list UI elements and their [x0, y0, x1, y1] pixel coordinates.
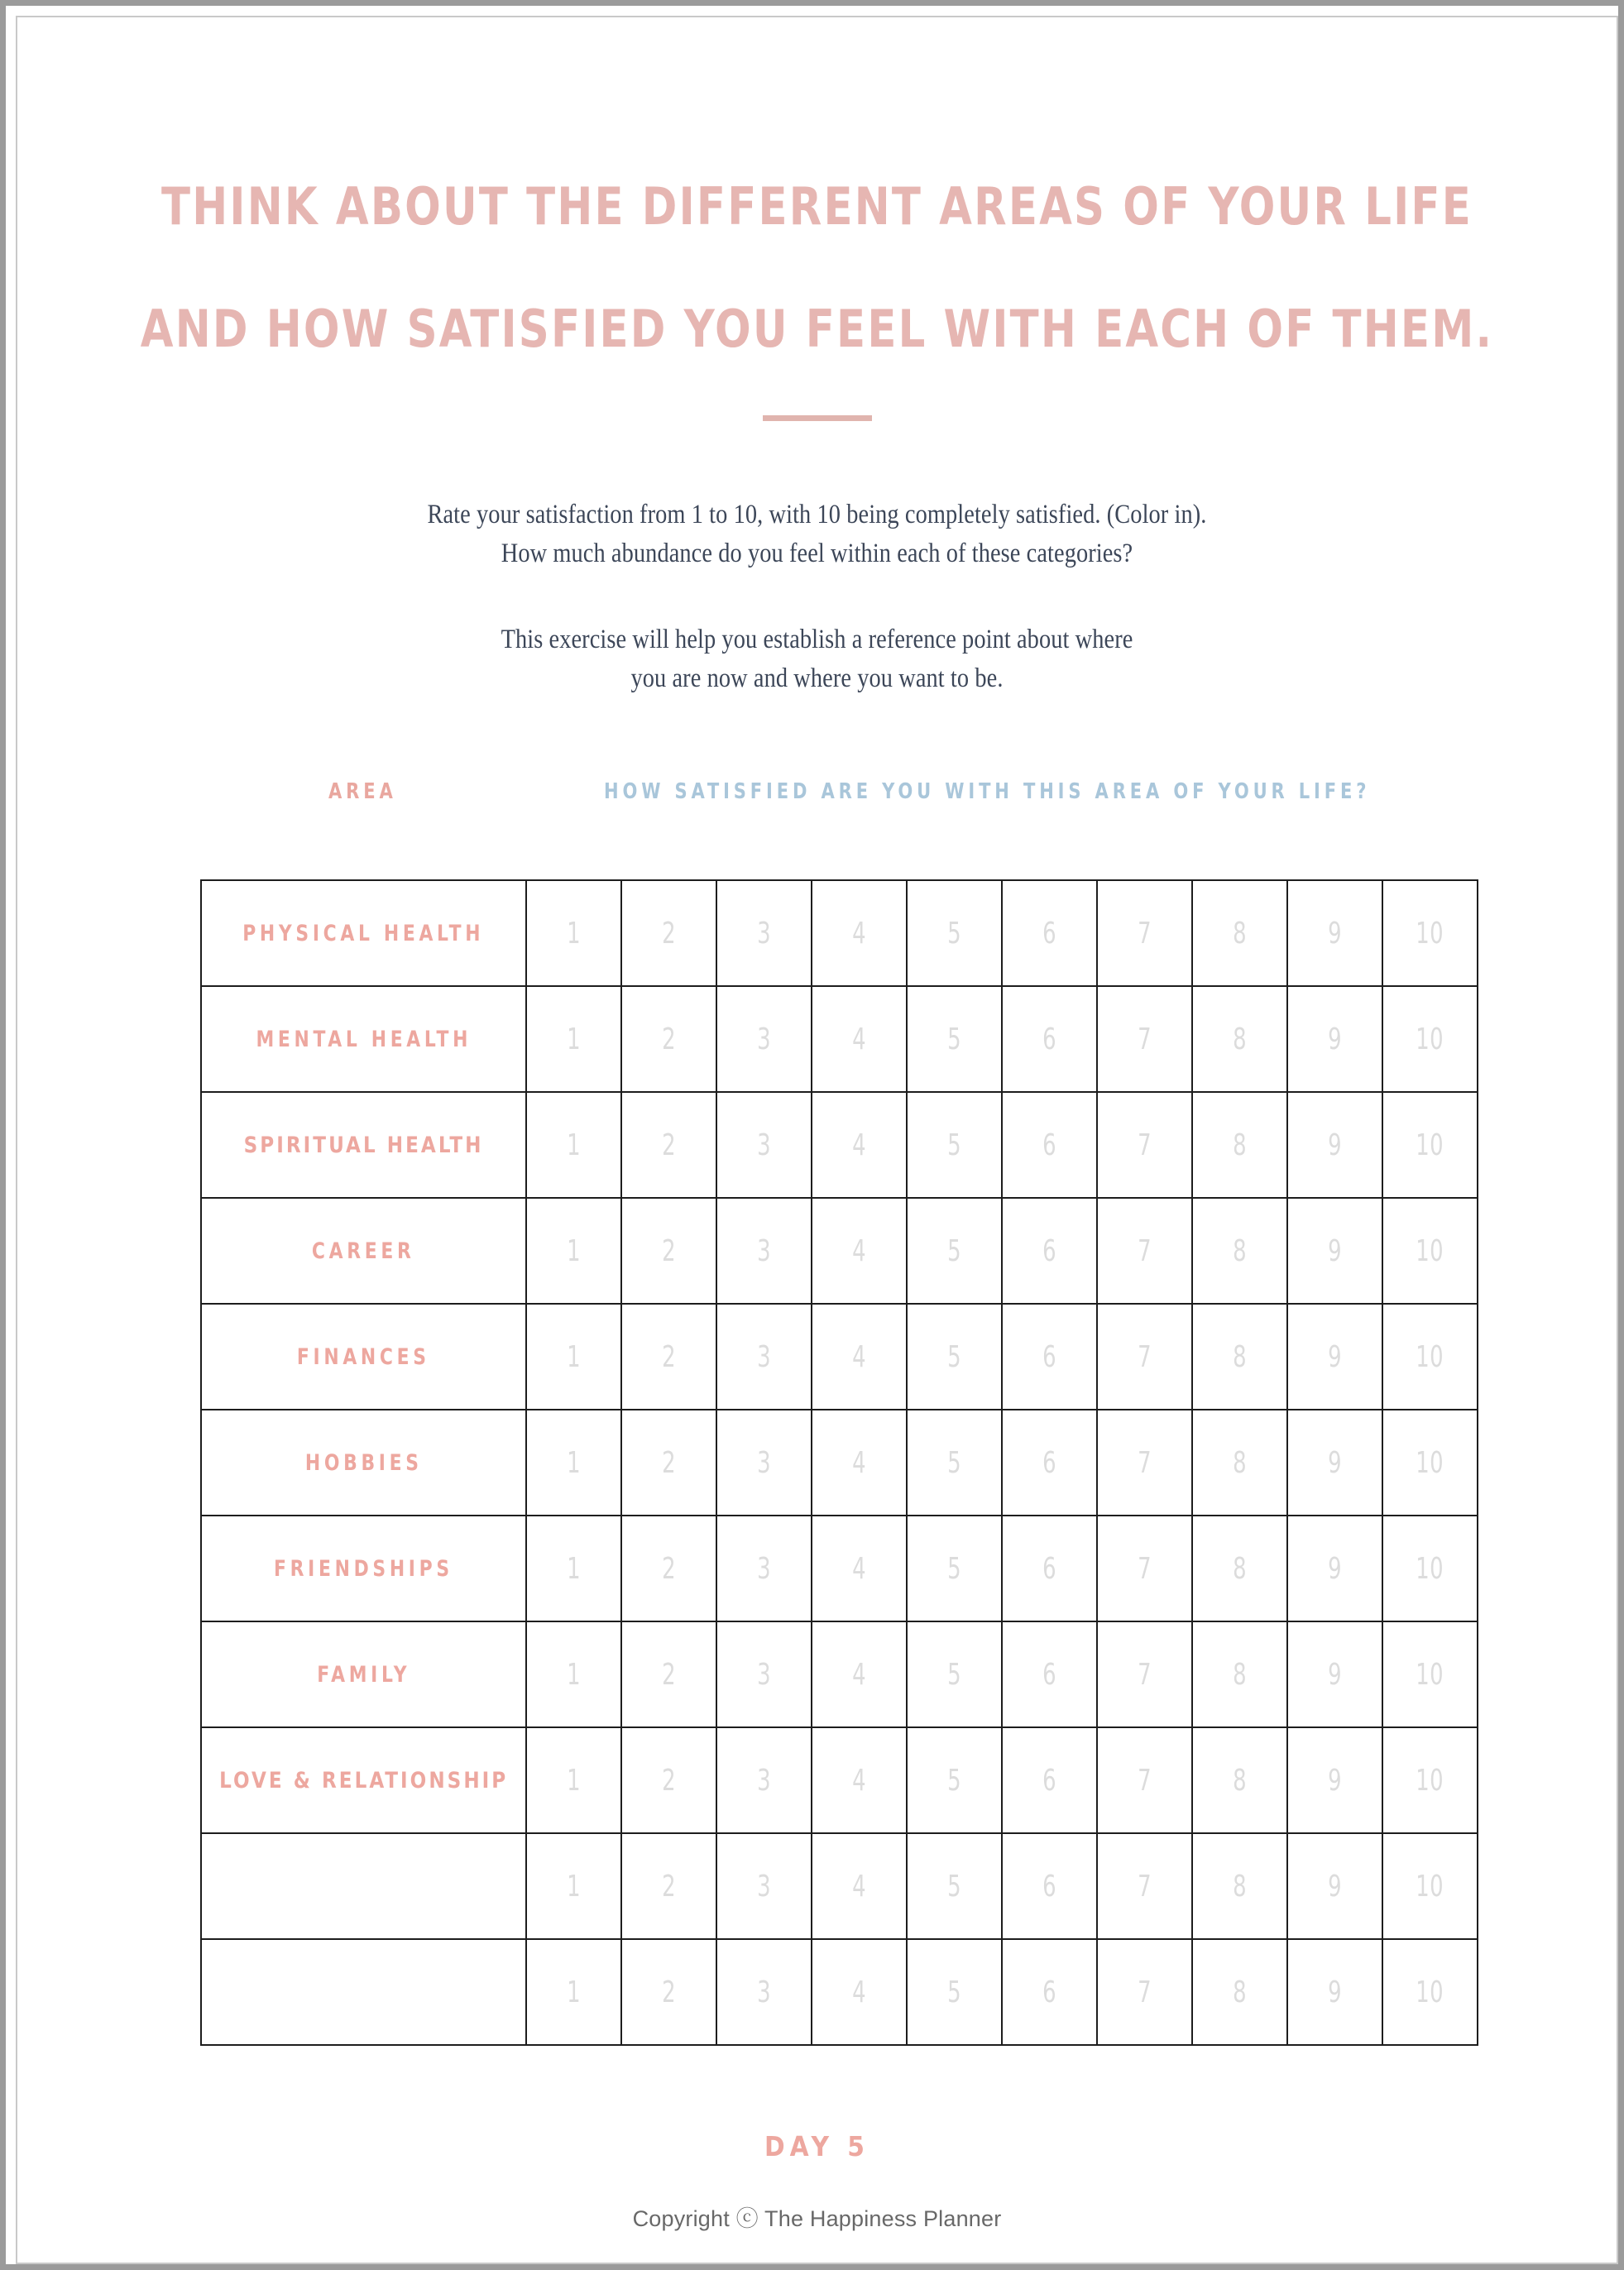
score-number: 3 [757, 1975, 771, 2009]
score-cell-5[interactable] [907, 1198, 1002, 1304]
score-number: 6 [1042, 1551, 1056, 1586]
score-number: 2 [662, 1339, 676, 1374]
score-number: 9 [1328, 1233, 1342, 1268]
score-cell-1[interactable] [526, 1727, 621, 1833]
area-label-cell[interactable] [201, 880, 526, 986]
score-number: 2 [662, 1551, 676, 1586]
score-cell-6[interactable] [1002, 986, 1097, 1092]
score-cell-10[interactable] [1382, 1516, 1478, 1621]
area-label-cell[interactable] [201, 1410, 526, 1516]
score-cell-5[interactable] [907, 986, 1002, 1092]
score-number: 8 [1233, 916, 1247, 951]
score-number: 9 [1328, 1551, 1342, 1586]
score-cell-1[interactable] [526, 1198, 621, 1304]
score-number: 4 [852, 1551, 866, 1586]
score-cell-1[interactable] [526, 1092, 621, 1198]
score-number: 3 [757, 1763, 771, 1798]
score-number: 6 [1042, 1657, 1056, 1692]
area-label-cell[interactable] [201, 1621, 526, 1727]
score-number: 10 [1416, 1445, 1444, 1480]
score-number: 3 [757, 1869, 771, 1904]
score-cell-9[interactable] [1287, 880, 1382, 986]
score-number: 7 [1138, 1975, 1152, 2009]
instructions-paragraph-2-line-2: you are now and where you want to be. [630, 663, 1004, 693]
area-label-cell[interactable] [201, 1198, 526, 1304]
score-number: 6 [1042, 1763, 1056, 1798]
score-number: 3 [757, 1233, 771, 1268]
score-cell-10[interactable] [1382, 1092, 1478, 1198]
score-number: 1 [567, 1445, 581, 1480]
score-number: 1 [567, 1022, 581, 1056]
area-label: FINANCES [297, 1343, 430, 1370]
area-label: FRIENDSHIPS [274, 1555, 453, 1582]
table-row [201, 1727, 1478, 1833]
score-cell-10[interactable] [1382, 1833, 1478, 1939]
score-cell-6[interactable] [1002, 1939, 1097, 2045]
score-number: 4 [852, 1445, 866, 1480]
score-number: 8 [1233, 1551, 1247, 1586]
score-cell-9[interactable] [1287, 1516, 1382, 1621]
score-cell-10[interactable] [1382, 880, 1478, 986]
score-cell-6[interactable] [1002, 880, 1097, 986]
page-title [17, 146, 1617, 390]
score-cell-3[interactable] [716, 880, 812, 986]
score-number: 4 [852, 1339, 866, 1374]
score-number: 10 [1416, 916, 1444, 951]
score-cell-6[interactable] [1002, 1198, 1097, 1304]
score-number: 1 [567, 1657, 581, 1692]
score-number: 4 [852, 1022, 866, 1056]
score-number: 5 [947, 1975, 961, 2009]
score-number: 8 [1233, 1128, 1247, 1162]
table-row [201, 1621, 1478, 1727]
score-number: 5 [947, 1339, 961, 1374]
score-cell-2[interactable] [621, 1833, 716, 1939]
score-number: 6 [1042, 1233, 1056, 1268]
score-cell-10[interactable] [1382, 1304, 1478, 1410]
score-cell-9[interactable] [1287, 986, 1382, 1092]
score-number: 10 [1416, 1339, 1444, 1374]
score-cell-7[interactable] [1097, 1516, 1192, 1621]
satisfaction-rating-table [200, 879, 1478, 2046]
score-cell-4[interactable] [812, 986, 907, 1092]
score-number: 10 [1416, 1869, 1444, 1904]
score-number: 9 [1328, 1657, 1342, 1692]
score-number: 3 [757, 1022, 771, 1056]
score-number: 9 [1328, 1128, 1342, 1162]
score-cell-7[interactable] [1097, 1939, 1192, 2045]
score-cell-2[interactable] [621, 1092, 716, 1198]
score-cell-7[interactable] [1097, 1304, 1192, 1410]
score-cell-8[interactable] [1192, 1939, 1287, 2045]
area-label: SPIRITUAL HEALTH [243, 1132, 484, 1158]
score-number: 5 [947, 1445, 961, 1480]
score-cell-8[interactable] [1192, 1727, 1287, 1833]
score-cell-5[interactable] [907, 880, 1002, 986]
score-cell-1[interactable] [526, 986, 621, 1092]
table-row [201, 1092, 1478, 1198]
score-cell-9[interactable] [1287, 1621, 1382, 1727]
score-cell-7[interactable] [1097, 1621, 1192, 1727]
score-number: 6 [1042, 1339, 1056, 1374]
score-number: 6 [1042, 1975, 1056, 2009]
score-cell-2[interactable] [621, 1198, 716, 1304]
score-number: 2 [662, 1975, 676, 2009]
score-number: 1 [567, 1869, 581, 1904]
score-cell-3[interactable] [716, 1304, 812, 1410]
score-number: 3 [757, 916, 771, 951]
score-cell-3[interactable] [716, 1833, 812, 1939]
score-number: 10 [1416, 1022, 1444, 1056]
score-cell-7[interactable] [1097, 1198, 1192, 1304]
score-number: 3 [757, 1551, 771, 1586]
score-cell-8[interactable] [1192, 1516, 1287, 1621]
score-number: 9 [1328, 1339, 1342, 1374]
score-cell-2[interactable] [621, 880, 716, 986]
score-number: 5 [947, 1869, 961, 1904]
score-number: 6 [1042, 1869, 1056, 1904]
score-number: 7 [1138, 1763, 1152, 1798]
score-number: 4 [852, 1128, 866, 1162]
score-cell-3[interactable] [716, 1516, 812, 1621]
instructions-spacer [17, 573, 1617, 620]
instructions-block [17, 496, 1617, 698]
title-divider [763, 415, 872, 421]
area-label: PHYSICAL HEALTH [242, 920, 485, 946]
score-number: 8 [1233, 1763, 1247, 1798]
score-cell-4[interactable] [812, 1939, 907, 2045]
score-cell-3[interactable] [716, 1621, 812, 1727]
area-label-cell[interactable] [201, 1727, 526, 1833]
score-number: 7 [1138, 916, 1152, 951]
score-cell-4[interactable] [812, 1833, 907, 1939]
score-number: 9 [1328, 916, 1342, 951]
score-cell-10[interactable] [1382, 1410, 1478, 1516]
score-cell-8[interactable] [1192, 880, 1287, 986]
score-number: 5 [947, 1128, 961, 1162]
score-cell-10[interactable] [1382, 1621, 1478, 1727]
area-label-cell[interactable] [201, 1516, 526, 1621]
score-number: 4 [852, 1657, 866, 1692]
score-number: 4 [852, 916, 866, 951]
score-number: 2 [662, 1128, 676, 1162]
instructions-paragraph-2-line-1: This exercise will help you establish a reference point about where [501, 625, 1133, 654]
score-cell-9[interactable] [1287, 1410, 1382, 1516]
score-cell-4[interactable] [812, 1304, 907, 1410]
score-number: 5 [947, 1551, 961, 1586]
score-cell-2[interactable] [621, 1516, 716, 1621]
table-row [201, 1410, 1478, 1516]
area-label: CAREER [312, 1238, 415, 1264]
score-number: 9 [1328, 1869, 1342, 1904]
score-cell-3[interactable] [716, 1092, 812, 1198]
score-number: 2 [662, 1022, 676, 1056]
column-captions [17, 773, 1617, 811]
page-title-line-1: THINK ABOUT THE DIFFERENT AREAS OF YOUR LIFE [161, 176, 1473, 237]
copyright-notice: Copyright ⓒ The Happiness Planner [632, 2206, 1002, 2231]
area-label-cell[interactable] [201, 1833, 526, 1939]
score-cell-9[interactable] [1287, 1304, 1382, 1410]
score-cell-4[interactable] [812, 880, 907, 986]
score-number: 7 [1138, 1128, 1152, 1162]
score-number: 5 [947, 1022, 961, 1056]
score-cell-6[interactable] [1002, 1516, 1097, 1621]
score-cell-10[interactable] [1382, 1198, 1478, 1304]
score-cell-2[interactable] [621, 1727, 716, 1833]
score-cell-5[interactable] [907, 1939, 1002, 2045]
score-number: 6 [1042, 1022, 1056, 1056]
table-row [201, 1304, 1478, 1410]
score-cell-8[interactable] [1192, 1410, 1287, 1516]
score-cell-5[interactable] [907, 1092, 1002, 1198]
score-cell-8[interactable] [1192, 1092, 1287, 1198]
score-number: 8 [1233, 1869, 1247, 1904]
page-title-line-2: AND HOW SATISFIED YOU FEEL WITH EACH OF THEM. [140, 299, 1494, 359]
score-number: 5 [947, 1763, 961, 1798]
score-number: 2 [662, 1657, 676, 1692]
score-cell-6[interactable] [1002, 1621, 1097, 1727]
table-row [201, 1939, 1478, 2045]
score-number: 3 [757, 1445, 771, 1480]
area-label: HOBBIES [304, 1449, 423, 1476]
score-number: 7 [1138, 1233, 1152, 1268]
score-number: 9 [1328, 1763, 1342, 1798]
score-number: 8 [1233, 1339, 1247, 1374]
score-number: 7 [1138, 1869, 1152, 1904]
score-number: 2 [662, 916, 676, 951]
score-cell-6[interactable] [1002, 1833, 1097, 1939]
score-cell-2[interactable] [621, 1939, 716, 2045]
score-cell-1[interactable] [526, 1939, 621, 2045]
score-cell-9[interactable] [1287, 1727, 1382, 1833]
score-cell-9[interactable] [1287, 1092, 1382, 1198]
score-number: 10 [1416, 1763, 1444, 1798]
score-cell-3[interactable] [716, 1198, 812, 1304]
score-cell-7[interactable] [1097, 1727, 1192, 1833]
score-number: 6 [1042, 1445, 1056, 1480]
page-frame-inner [12, 12, 1612, 2258]
rating-table-body [201, 880, 1478, 2045]
score-cell-3[interactable] [716, 1727, 812, 1833]
score-cell-7[interactable] [1097, 986, 1192, 1092]
score-number: 5 [947, 1657, 961, 1692]
score-number: 7 [1138, 1657, 1152, 1692]
caption-satisfaction-question: HOW SATISFIED ARE YOU WITH THIS AREA OF YOUR LIFE? [604, 779, 1371, 804]
score-number: 8 [1233, 1233, 1247, 1268]
area-label: LOVE & RELATIONSHIP [218, 1767, 509, 1793]
score-number: 8 [1233, 1657, 1247, 1692]
score-cell-8[interactable] [1192, 1198, 1287, 1304]
table-row [201, 1198, 1478, 1304]
score-cell-9[interactable] [1287, 1939, 1382, 2045]
area-label-cell[interactable] [201, 986, 526, 1092]
score-number: 6 [1042, 916, 1056, 951]
score-number: 2 [662, 1233, 676, 1268]
score-number: 2 [662, 1445, 676, 1480]
score-number: 7 [1138, 1445, 1152, 1480]
score-number: 7 [1138, 1339, 1152, 1374]
score-cell-7[interactable] [1097, 1092, 1192, 1198]
score-cell-2[interactable] [621, 986, 716, 1092]
score-cell-5[interactable] [907, 1410, 1002, 1516]
score-cell-5[interactable] [907, 1833, 1002, 1939]
caption-area: AREA [328, 779, 397, 804]
score-cell-3[interactable] [716, 1410, 812, 1516]
score-cell-5[interactable] [907, 1516, 1002, 1621]
score-number: 1 [567, 1763, 581, 1798]
score-number: 4 [852, 1975, 866, 2009]
score-number: 2 [662, 1869, 676, 1904]
score-cell-8[interactable] [1192, 1621, 1287, 1727]
score-cell-2[interactable] [621, 1621, 716, 1727]
score-number: 5 [947, 1233, 961, 1268]
score-cell-1[interactable] [526, 1621, 621, 1727]
score-number: 2 [662, 1763, 676, 1798]
score-cell-2[interactable] [621, 1304, 716, 1410]
score-cell-7[interactable] [1097, 1410, 1192, 1516]
score-number: 4 [852, 1233, 866, 1268]
score-number: 4 [852, 1869, 866, 1904]
score-number: 7 [1138, 1022, 1152, 1056]
area-label: MENTAL HEALTH [256, 1026, 472, 1052]
score-cell-6[interactable] [1002, 1727, 1097, 1833]
score-cell-1[interactable] [526, 880, 621, 986]
score-cell-7[interactable] [1097, 880, 1192, 986]
score-cell-9[interactable] [1287, 1833, 1382, 1939]
score-cell-5[interactable] [907, 1727, 1002, 1833]
score-number: 1 [567, 1128, 581, 1162]
score-number: 1 [567, 1551, 581, 1586]
table-row [201, 1516, 1478, 1621]
table-row [201, 1833, 1478, 1939]
score-cell-8[interactable] [1192, 986, 1287, 1092]
score-cell-1[interactable] [526, 1833, 621, 1939]
worksheet-sheet [16, 16, 1618, 2264]
day-label: DAY 5 [764, 2130, 869, 2162]
score-cell-5[interactable] [907, 1304, 1002, 1410]
score-number: 1 [567, 1233, 581, 1268]
score-number: 6 [1042, 1128, 1056, 1162]
score-cell-7[interactable] [1097, 1833, 1192, 1939]
score-cell-5[interactable] [907, 1621, 1002, 1727]
score-cell-4[interactable] [812, 1621, 907, 1727]
score-number: 8 [1233, 1022, 1247, 1056]
score-cell-1[interactable] [526, 1516, 621, 1621]
score-number: 8 [1233, 1975, 1247, 2009]
score-number: 3 [757, 1339, 771, 1374]
score-number: 3 [757, 1657, 771, 1692]
instructions-paragraph-1-line-2: How much abundance do you feel within each of these categories? [501, 539, 1133, 568]
score-number: 7 [1138, 1551, 1152, 1586]
score-cell-6[interactable] [1002, 1304, 1097, 1410]
area-label-cell[interactable] [201, 1092, 526, 1198]
score-cell-8[interactable] [1192, 1833, 1287, 1939]
score-cell-3[interactable] [716, 1939, 812, 2045]
score-cell-3[interactable] [716, 986, 812, 1092]
score-number: 9 [1328, 1022, 1342, 1056]
score-number: 10 [1416, 1551, 1444, 1586]
score-cell-9[interactable] [1287, 1198, 1382, 1304]
score-number: 1 [567, 916, 581, 951]
instructions-paragraph-1-line-1: Rate your satisfaction from 1 to 10, with 10 being completely satisfied. (Color in). [427, 500, 1207, 529]
score-cell-1[interactable] [526, 1304, 621, 1410]
area-label: FAMILY [316, 1661, 411, 1688]
score-cell-4[interactable] [812, 1092, 907, 1198]
score-cell-10[interactable] [1382, 1939, 1478, 2045]
score-cell-2[interactable] [621, 1410, 716, 1516]
score-cell-4[interactable] [812, 1727, 907, 1833]
score-number: 10 [1416, 1975, 1444, 2009]
score-number: 1 [567, 1339, 581, 1374]
score-number: 9 [1328, 1445, 1342, 1480]
area-label-cell[interactable] [201, 1939, 526, 2045]
score-number: 9 [1328, 1975, 1342, 2009]
area-label-cell[interactable] [201, 1304, 526, 1410]
score-number: 3 [757, 1128, 771, 1162]
table-row [201, 986, 1478, 1092]
table-row [201, 880, 1478, 986]
score-number: 10 [1416, 1233, 1444, 1268]
score-cell-4[interactable] [812, 1410, 907, 1516]
score-cell-4[interactable] [812, 1198, 907, 1304]
score-number: 1 [567, 1975, 581, 2009]
score-number: 10 [1416, 1657, 1444, 1692]
score-cell-8[interactable] [1192, 1304, 1287, 1410]
score-number: 10 [1416, 1128, 1444, 1162]
score-cell-1[interactable] [526, 1410, 621, 1516]
score-number: 4 [852, 1763, 866, 1798]
score-cell-6[interactable] [1002, 1092, 1097, 1198]
score-cell-6[interactable] [1002, 1410, 1097, 1516]
score-cell-10[interactable] [1382, 1727, 1478, 1833]
score-number: 8 [1233, 1445, 1247, 1480]
score-cell-4[interactable] [812, 1516, 907, 1621]
score-number: 5 [947, 916, 961, 951]
score-cell-10[interactable] [1382, 986, 1478, 1092]
